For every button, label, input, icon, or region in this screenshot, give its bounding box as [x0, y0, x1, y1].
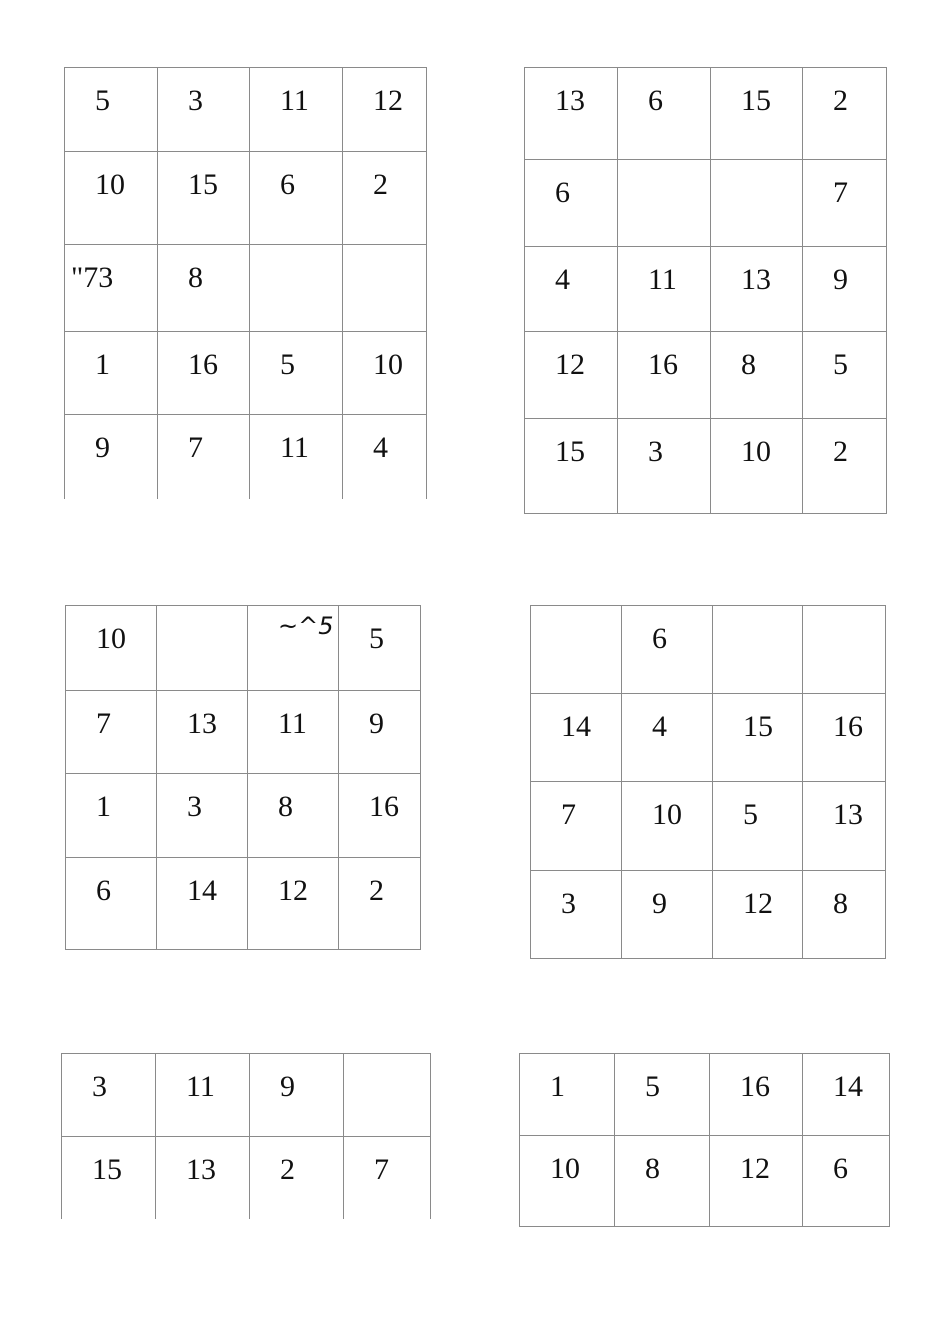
table-cell [614, 1053, 710, 1136]
cell-value: 13 [741, 263, 771, 296]
table-cell [712, 605, 803, 694]
table-cell [249, 244, 343, 332]
table-cell [802, 67, 887, 160]
table-cell [64, 414, 158, 499]
table-cell [709, 1135, 803, 1227]
cell-value: 6 [96, 874, 111, 907]
cell-value: 10 [96, 622, 126, 655]
cell-value: 7 [833, 176, 848, 209]
table-cell [621, 781, 713, 871]
cell-value: 2 [833, 84, 848, 117]
cell-value: 8 [833, 887, 848, 920]
cell-value: 15 [92, 1153, 122, 1186]
table-cell [617, 418, 711, 514]
cell-value: 12 [373, 84, 403, 117]
cell-value: 11 [186, 1070, 215, 1103]
table-cell [249, 414, 343, 499]
cell-value: 16 [740, 1070, 770, 1103]
table-cell [524, 246, 618, 332]
cell-value: 4 [652, 710, 667, 743]
cell-value: 8 [188, 261, 203, 294]
table-cell [712, 693, 803, 782]
cell-value: "73 [71, 261, 114, 294]
cell-value: 13 [555, 84, 585, 117]
table-cell [247, 857, 339, 950]
table-cell [157, 151, 250, 245]
cell-value: 10 [373, 348, 403, 381]
table-cell [247, 690, 339, 774]
table-cell [338, 773, 421, 858]
table-cell [621, 693, 713, 782]
cell-value: 9 [369, 707, 384, 740]
table-cell [61, 1136, 156, 1219]
cell-value: 4 [373, 431, 388, 464]
table-cell [338, 857, 421, 950]
table-cell [338, 605, 421, 691]
cell-value: 4 [555, 263, 570, 296]
cell-value: 6 [280, 168, 295, 201]
table-cell [156, 605, 248, 691]
table-cell [157, 67, 250, 152]
cell-value: 6 [652, 622, 667, 655]
table-cell [802, 781, 886, 871]
table-cell [249, 151, 343, 245]
table-cell [342, 331, 427, 415]
table-cell [342, 151, 427, 245]
table-cell [156, 690, 248, 774]
cell-value: 14 [561, 710, 591, 743]
table-cell [343, 1053, 431, 1137]
cell-value: 3 [188, 84, 203, 117]
cell-value: 12 [555, 348, 585, 381]
table-cell [156, 857, 248, 950]
cell-value: ~^5 [278, 612, 334, 640]
cell-value: 6 [833, 1152, 848, 1185]
cell-value: 5 [833, 348, 848, 381]
table-cell [524, 331, 618, 419]
table-cell [64, 244, 158, 332]
cell-value: 12 [740, 1152, 770, 1185]
table-cell [249, 331, 343, 415]
table-cell [249, 1136, 344, 1219]
cell-value: 13 [833, 798, 863, 831]
table-cell [802, 870, 886, 959]
cell-value: 6 [555, 176, 570, 209]
cell-value: 5 [743, 798, 758, 831]
table-cell [530, 781, 622, 871]
cell-value: 3 [92, 1070, 107, 1103]
table-cell [155, 1053, 250, 1137]
cell-value: 10 [95, 168, 125, 201]
cell-value: 16 [833, 710, 863, 743]
table-cell [710, 331, 803, 419]
table-cell [621, 870, 713, 959]
table-cell [156, 773, 248, 858]
cell-value: 9 [280, 1070, 295, 1103]
table-cell [61, 1053, 156, 1137]
table-cell [342, 244, 427, 332]
table-cell [802, 1053, 890, 1136]
cell-value: 15 [741, 84, 771, 117]
table-cell [712, 781, 803, 871]
table-cell [157, 414, 250, 499]
cell-value: 16 [369, 790, 399, 823]
table-cell [247, 605, 339, 691]
table-cell [524, 159, 618, 247]
table-cell [157, 331, 250, 415]
table-cell [65, 690, 157, 774]
cell-value: 11 [280, 84, 309, 117]
cell-value: 12 [278, 874, 308, 907]
cell-value: 2 [369, 874, 384, 907]
cell-value: 10 [550, 1152, 580, 1185]
cell-value: 12 [743, 887, 773, 920]
cell-value: 13 [186, 1153, 216, 1186]
cell-value: 5 [369, 622, 384, 655]
table-cell [802, 605, 886, 694]
cell-value: 5 [280, 348, 295, 381]
cell-value: 8 [278, 790, 293, 823]
cell-value: 14 [187, 874, 217, 907]
table-cell [343, 1136, 431, 1219]
cell-value: 1 [96, 790, 111, 823]
table-cell [802, 1135, 890, 1227]
cell-value: 9 [833, 263, 848, 296]
table-cell [712, 870, 803, 959]
table-cell [157, 244, 250, 332]
table-cell [65, 605, 157, 691]
cell-value: 15 [188, 168, 218, 201]
table-cell [155, 1136, 250, 1219]
table-cell [247, 773, 339, 858]
cell-value: 3 [187, 790, 202, 823]
table-cell [64, 151, 158, 245]
cell-value: 11 [280, 431, 309, 464]
table-cell [338, 690, 421, 774]
cell-value: 2 [280, 1153, 295, 1186]
cell-value: 3 [648, 435, 663, 468]
cell-value: 16 [188, 348, 218, 381]
cell-value: 10 [652, 798, 682, 831]
table-cell [710, 159, 803, 247]
table-cell [519, 1135, 615, 1227]
cell-value: 15 [555, 435, 585, 468]
table-cell [710, 418, 803, 514]
cell-value: 1 [550, 1070, 565, 1103]
table-cell [802, 418, 887, 514]
cell-value: 8 [645, 1152, 660, 1185]
table-cell [802, 246, 887, 332]
table-cell [617, 246, 711, 332]
table-cell [802, 159, 887, 247]
cell-value: 3 [561, 887, 576, 920]
table-cell [524, 67, 618, 160]
cell-value: 7 [374, 1153, 389, 1186]
table-cell [709, 1053, 803, 1136]
table-cell [802, 693, 886, 782]
cell-value: 5 [645, 1070, 660, 1103]
table-cell [614, 1135, 710, 1227]
table-cell [710, 246, 803, 332]
table-cell [617, 67, 711, 160]
cell-value: 2 [833, 435, 848, 468]
cell-value: 9 [652, 887, 667, 920]
table-cell [342, 414, 427, 499]
cell-value: 1 [95, 348, 110, 381]
table-cell [342, 67, 427, 152]
table-cell [802, 331, 887, 419]
cell-value: 15 [743, 710, 773, 743]
table-cell [249, 1053, 344, 1137]
cell-value: 14 [833, 1070, 863, 1103]
cell-value: 11 [278, 707, 307, 740]
cell-value: 2 [373, 168, 388, 201]
cell-value: 7 [188, 431, 203, 464]
table-cell [524, 418, 618, 514]
table-cell [621, 605, 713, 694]
cell-value: 6 [648, 84, 663, 117]
table-cell [617, 331, 711, 419]
table-cell [530, 693, 622, 782]
cell-value: 9 [95, 431, 110, 464]
cell-value: 7 [96, 707, 111, 740]
cell-value: 5 [95, 84, 110, 117]
cell-value: 10 [741, 435, 771, 468]
cell-value: 7 [561, 798, 576, 831]
cell-value: 16 [648, 348, 678, 381]
cell-value: 11 [648, 263, 677, 296]
cell-value: 8 [741, 348, 756, 381]
table-cell [249, 67, 343, 152]
cell-value: 13 [187, 707, 217, 740]
table-cell [64, 67, 158, 152]
table-cell [710, 67, 803, 160]
table-cell [617, 159, 711, 247]
table-cell [530, 870, 622, 959]
table-cell [65, 857, 157, 950]
table-cell [530, 605, 622, 694]
table-cell [65, 773, 157, 858]
table-cell [64, 331, 158, 415]
table-cell [519, 1053, 615, 1136]
